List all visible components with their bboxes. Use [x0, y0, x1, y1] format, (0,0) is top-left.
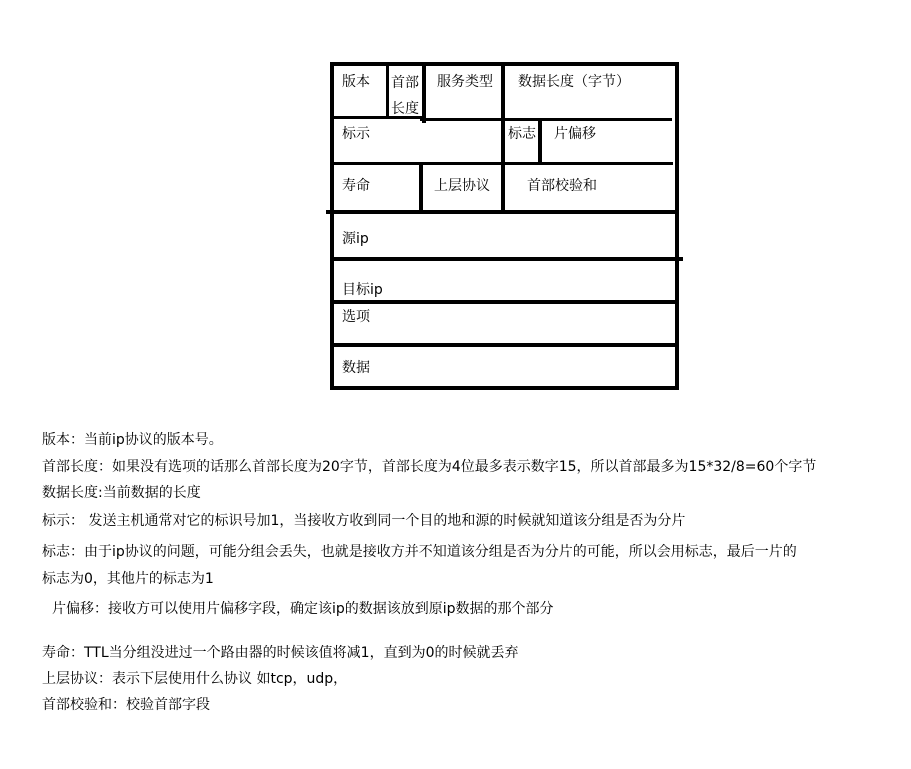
row-divider-1	[420, 118, 672, 121]
note-identifier: 标示： 发送主机通常对它的标识号加1，当接收方收到同一个目的地和源的时候就知道该分组是否为分片	[42, 513, 686, 529]
field-fragment-offset: 片偏移	[554, 126, 596, 142]
field-flags: 标志	[508, 126, 536, 142]
field-ttl: 寿命	[342, 178, 370, 194]
note-data-length: 数据长度:当前数据的长度	[42, 485, 201, 501]
note-checksum: 首部校验和：校验首部字段	[42, 697, 210, 713]
field-data-length: 数据长度（字节）	[518, 74, 630, 90]
col-divider-ttl	[419, 164, 423, 213]
col-divider-identifier	[501, 119, 505, 165]
note-version: 版本：当前ip协议的版本号。	[42, 432, 223, 448]
col-divider-protocol	[501, 164, 505, 213]
frame-right	[675, 62, 679, 390]
field-version: 版本	[342, 74, 370, 90]
row-divider-5	[334, 300, 676, 304]
note-flags-line2: 标志为0，其他片的标志为1	[42, 571, 214, 587]
field-header-length-line1: 首部	[391, 75, 419, 91]
field-identifier: 标示	[342, 126, 370, 142]
note-flags-line1: 标志：由于ip协议的问题，可能分组会丢失，也就是接收方并不知道该分组是否为分片的可能，所以会用标志，最后一片的	[42, 544, 797, 560]
row-divider-6	[330, 343, 679, 347]
note-ttl: 寿命：TTL当分组没进过一个路由器的时候该值将减1，直到为0的时候就丢弃	[42, 645, 519, 661]
field-data: 数据	[342, 360, 370, 376]
field-dest-ip: 目标ip	[342, 282, 383, 298]
field-service-type: 服务类型	[437, 74, 493, 90]
frame-left	[330, 62, 334, 390]
col-divider-version	[386, 65, 389, 119]
col-divider-headerlen	[422, 65, 426, 123]
row-divider-4	[330, 257, 683, 261]
field-upper-protocol: 上层协议	[434, 178, 490, 194]
note-header-length: 首部长度：如果没有选项的话那么首部长度为20字节，首部长度为4位最多表示数字15，所以首部最多为15*32/8=60个字节	[42, 459, 817, 475]
frame-bottom	[330, 386, 679, 390]
field-source-ip: 源ip	[342, 231, 369, 247]
field-options: 选项	[342, 309, 370, 325]
col-divider-service	[501, 65, 505, 120]
field-checksum: 首部校验和	[527, 178, 597, 194]
note-fragment-offset: 片偏移：接收方可以使用片偏移字段，确定该ip的数据该放到原ip数据的那个部分	[52, 601, 554, 617]
col-divider-flags	[538, 120, 542, 165]
field-header-length-line2: 长度	[391, 101, 419, 117]
note-upper-protocol: 上层协议：表示下层使用什么协议 如tcp，udp，	[42, 671, 348, 687]
